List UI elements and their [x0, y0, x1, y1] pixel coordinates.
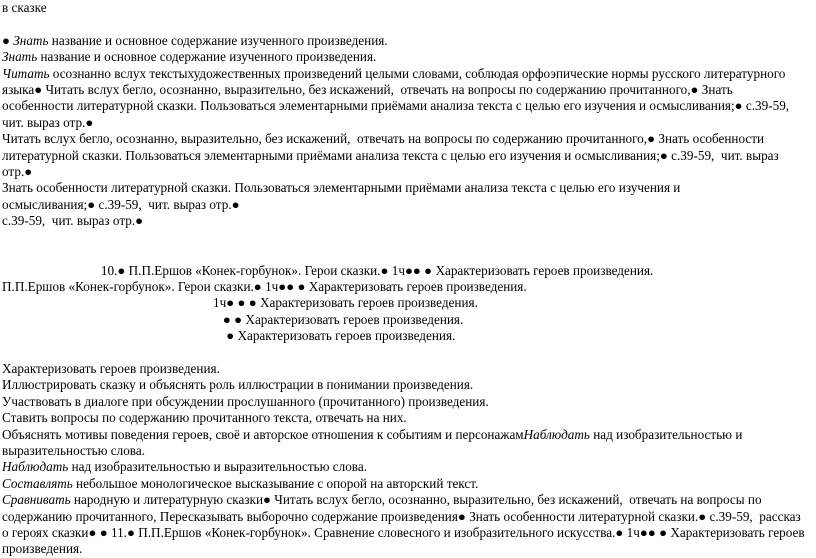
text-line	[2, 180, 814, 196]
italic-term: Сравнивать	[2, 492, 71, 508]
text-line	[2, 312, 814, 328]
text-run: небольшое монологическое высказывание с опорой на авторский текст.	[72, 475, 479, 491]
text-line	[2, 509, 814, 525]
text-line	[2, 345, 814, 361]
text-line	[2, 213, 814, 229]
text-line	[2, 263, 814, 279]
text-run: выразительностью слова.	[2, 442, 146, 458]
italic-term: Наблюдать	[2, 459, 69, 475]
document-page	[2, 0, 814, 558]
text-line	[2, 131, 814, 147]
text-run: о героях сказки● ● 11.● П.П.Ершов «Конек-горбунок». Сравнение словесного и изобразительного искусства.● 1ч●● ● Характеризовать героев	[2, 525, 805, 540]
text-run: народную и литературную сказки● Читать вслух бегло, осознанно, выразительно, без искажений, отвечать на вопросы по	[70, 492, 762, 508]
text-line	[2, 148, 814, 164]
italic-term: Составлять	[2, 475, 73, 491]
text-run: Иллюстрировать сказку и объяснять роль иллюстрации в понимании произведения.	[2, 377, 474, 393]
text-line	[2, 459, 814, 475]
text-run: литературной сказки. Пользоваться элементарными приёмами анализа текста с целью его изучения и осмысливания;● с.39-59, чит. выраз	[2, 147, 779, 163]
text-run: над изобразительностью и	[589, 426, 743, 442]
text-run: 10.● П.П.Ершов «Конек-горбунок». Герои сказки.● 1ч●● ● Характеризовать героев произведения.	[2, 262, 654, 278]
text-run: название и основное содержание изученного произведения.	[37, 49, 377, 65]
text-line	[2, 443, 814, 459]
text-run: Знать особенности литературной сказки. Пользоваться элементарными приёмами анализа текста с целью его изучения и	[2, 180, 681, 196]
text-line	[2, 33, 814, 49]
text-line	[2, 492, 814, 508]
text-run: Объяснять мотивы поведения героев, своё и авторское отношения к событиям и персонажам	[2, 426, 524, 442]
text-run: языка● Читать вслух бегло, осознанно, выразительно, без искажений, отвечать на вопросы по содержанию прочитанного,● Знать	[2, 82, 733, 98]
text-run: ●	[2, 32, 14, 48]
text-line	[2, 49, 814, 65]
text-run: ● ● Характеризовать героев произведения.	[2, 311, 464, 327]
text-run: П.П.Ершов «Конек-горбунок». Герои сказки.● 1ч●● ● Характеризовать героев произведения.	[2, 278, 527, 294]
italic-term: Читать	[2, 65, 50, 81]
text-run: Читать вслух бегло, осознанно, выразительно, без искажений, отвечать на вопросы по содержанию прочитанного,● Знать особенности	[2, 131, 765, 147]
text-run: Характеризовать героев произведения.	[2, 360, 220, 376]
text-run: отр.●	[2, 164, 33, 180]
text-line	[2, 98, 814, 114]
text-run: в сказке	[2, 0, 47, 15]
text-line	[2, 246, 814, 262]
text-run: содержанию прочитанного, Пересказывать выборочно содержание произведения● Знать особенности литературной сказки.● с.39-59, рассказ	[2, 508, 801, 524]
text-run: произведения.	[2, 541, 83, 557]
text-line	[2, 82, 814, 98]
text-line	[2, 427, 814, 443]
text-run: Участвовать в диалоге при обсуждении прослушанного (прочитанного) произведения.	[2, 393, 489, 409]
text-line	[2, 394, 814, 410]
text-run: 1ч● ● ● Характеризовать героев произведения.	[2, 295, 478, 311]
text-line	[2, 230, 814, 246]
text-run: с.39-59, чит. выраз отр.●	[2, 213, 144, 229]
text-run: особенности литературной сказки. Пользоваться элементарными приёмами анализа текста с целью его изучения и осмысливания;● с.39-59,	[2, 98, 790, 114]
text-line	[2, 66, 814, 82]
text-line	[2, 328, 814, 344]
text-run: осознанно вслух текстыхудожественных произведений целыми словами, соблюдая орфоэпические нормы русского литературного	[49, 65, 786, 81]
text-run: Ставить вопросы по содержанию прочитанного текста, отвечать на них.	[2, 410, 407, 426]
text-line	[2, 295, 814, 311]
text-line	[2, 197, 814, 213]
text-line	[2, 410, 814, 426]
text-line	[2, 377, 814, 393]
text-line	[2, 164, 814, 180]
text-line	[2, 525, 814, 541]
italic-term: Знать	[2, 49, 38, 65]
text-run: осмысливания;● с.39-59, чит. выраз отр.●	[2, 196, 240, 212]
text-run: название и основное содержание изученного произведения.	[48, 32, 388, 48]
text-line	[2, 115, 814, 131]
text-line	[2, 476, 814, 492]
text-line	[2, 361, 814, 377]
text-run: над изобразительностью и выразительностью слова.	[68, 459, 368, 475]
text-line	[2, 16, 814, 32]
text-run: чит. выраз отр.●	[2, 114, 94, 130]
text-run: ● Характеризовать героев произведения.	[2, 328, 456, 344]
italic-term: Знать	[13, 32, 49, 48]
italic-term: Наблюдать	[523, 426, 590, 442]
text-line	[2, 279, 814, 295]
text-line	[2, 0, 814, 16]
text-line	[2, 541, 814, 557]
